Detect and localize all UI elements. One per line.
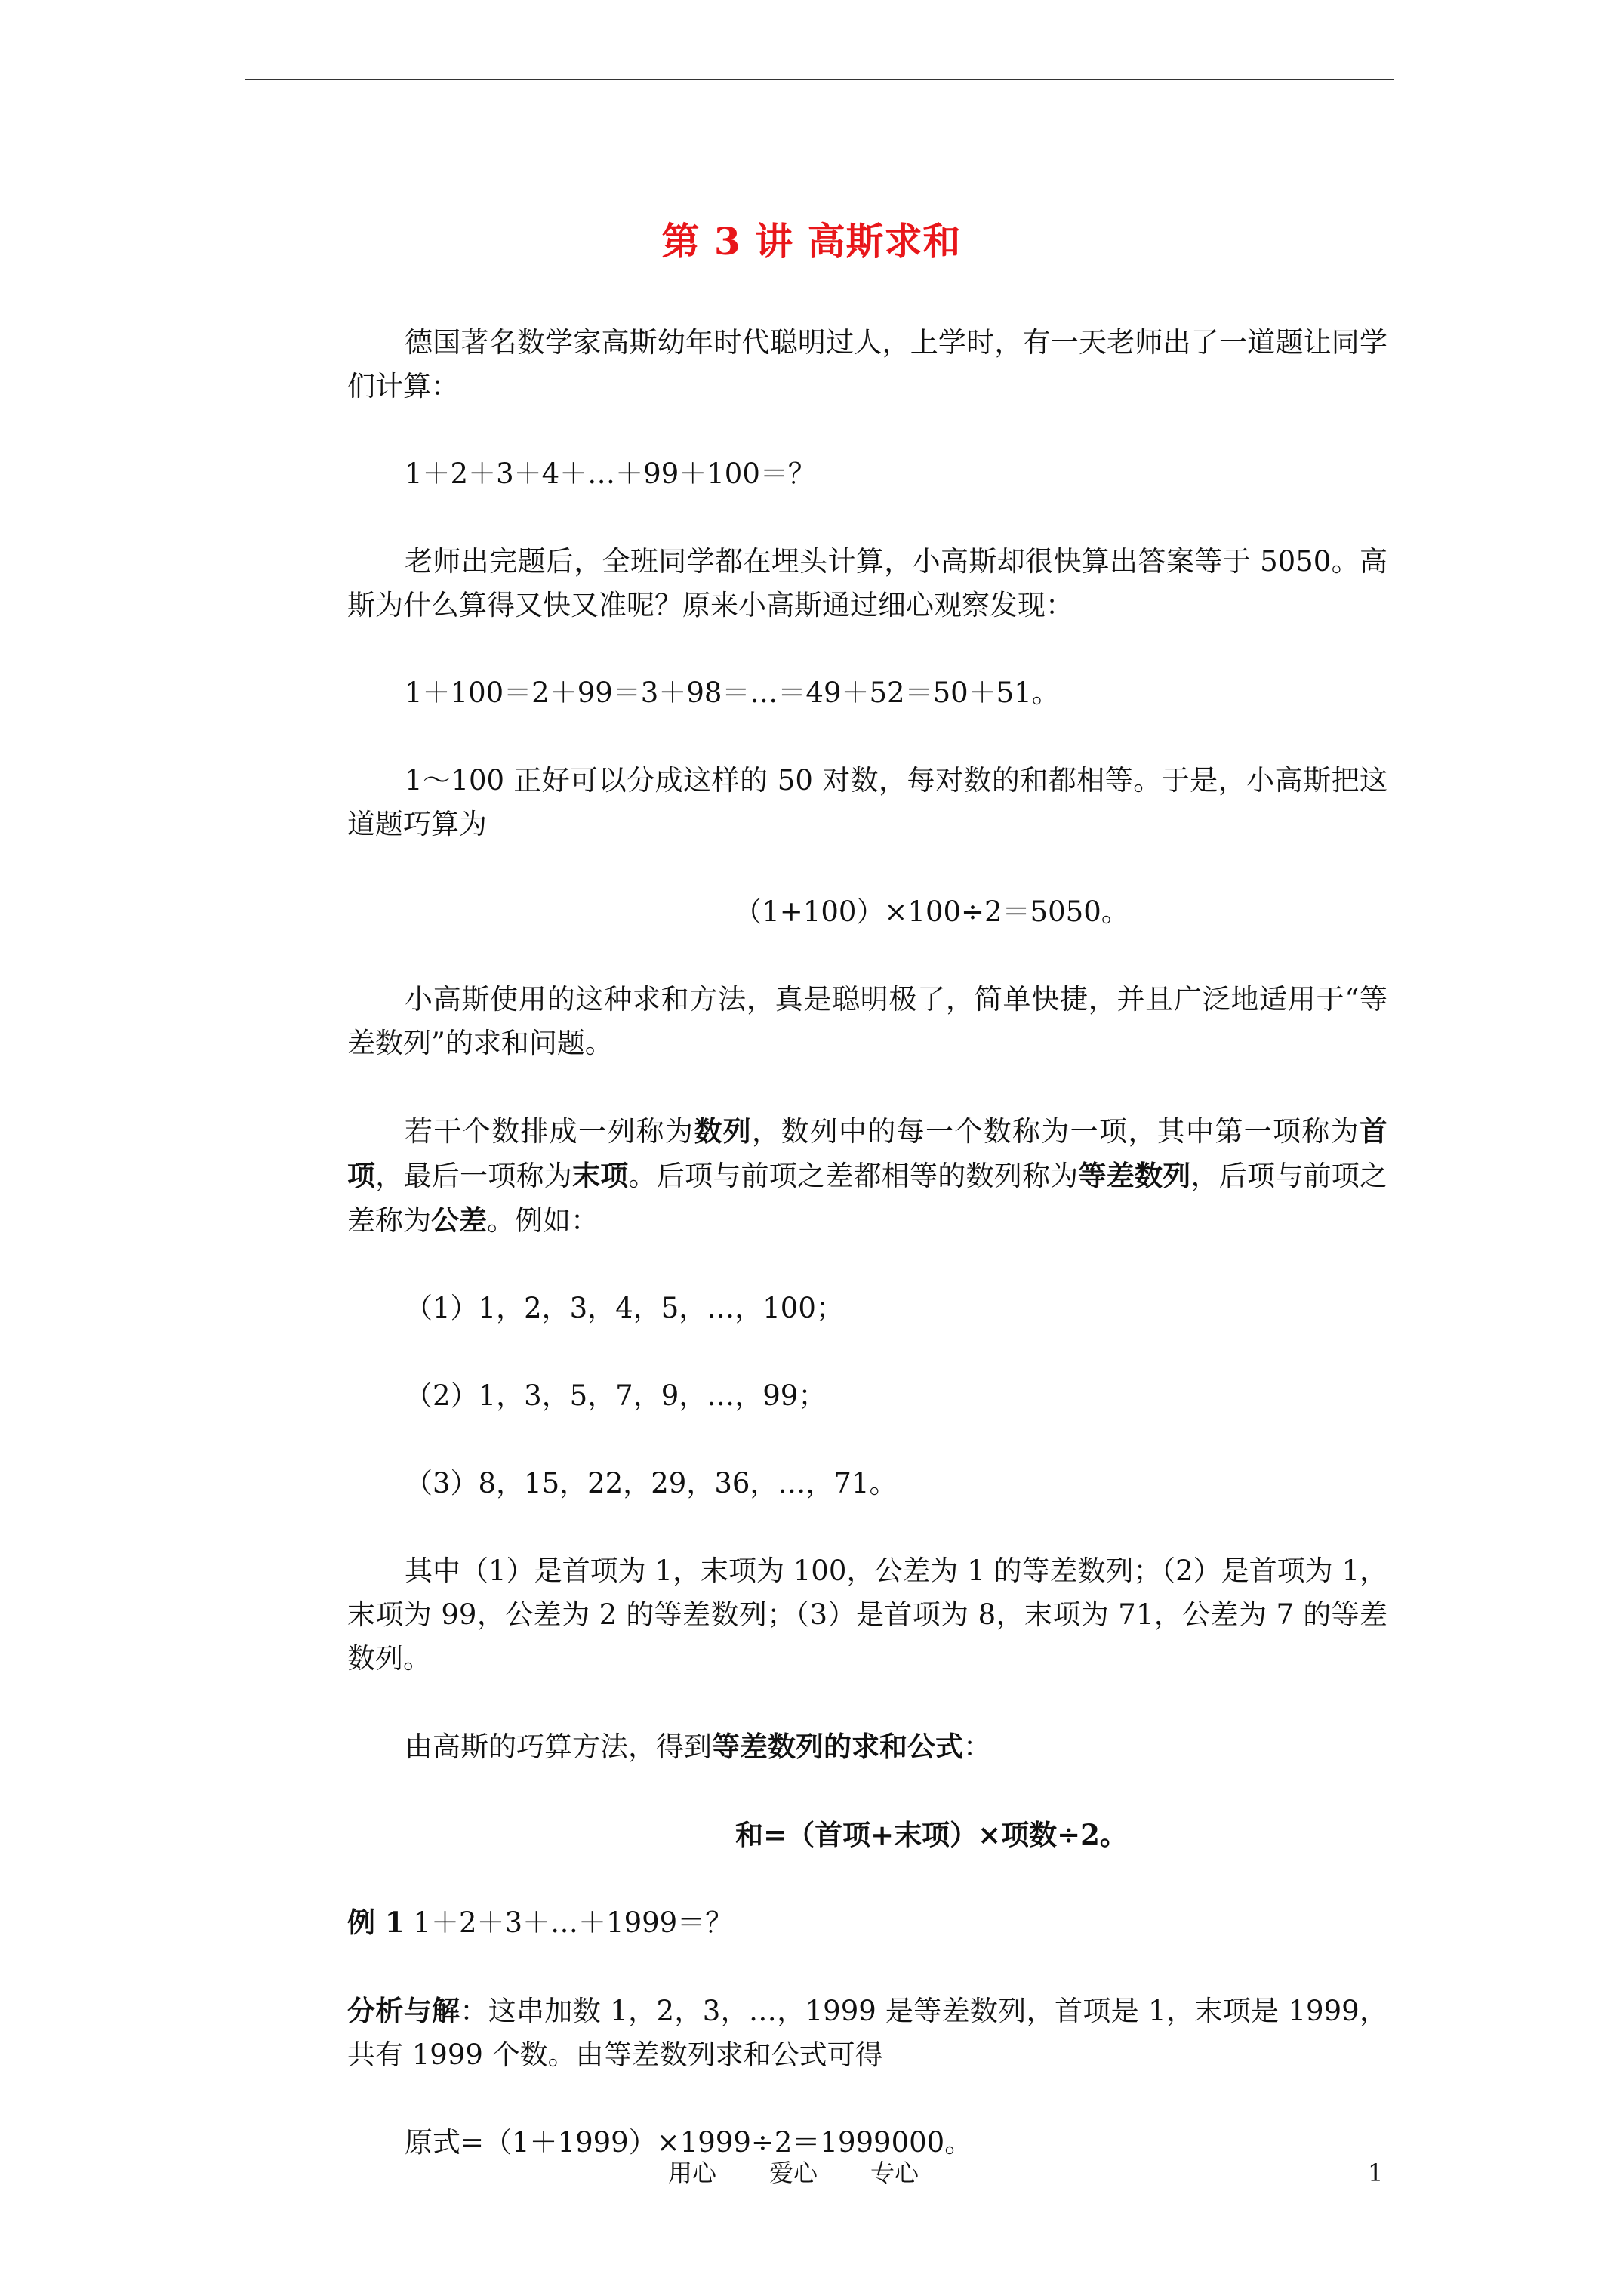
example-sequence-2: （2）1，3，5，7，9，…，99； xyxy=(405,1379,827,1412)
page-number: 1 xyxy=(1368,2159,1384,2187)
formula-intro: 由高斯的巧算方法，得到等差数列的求和公式： xyxy=(405,1730,991,1763)
term-first-term: 首项 xyxy=(347,1114,1388,1192)
analysis-label: 分析与解 xyxy=(347,1994,460,2027)
sum-formula: 和=（首项+末项）×项数÷2。 xyxy=(735,1818,1128,1851)
footer-motto xyxy=(668,2156,919,2190)
term-sequence: 数列 xyxy=(694,1114,753,1148)
problem-equation: 1＋2＋3＋4＋…＋99＋100＝？ xyxy=(405,458,816,490)
page-title: 第 3 讲 高斯求和 xyxy=(661,219,962,264)
footer-motto-word: 用心 xyxy=(668,2159,717,2187)
header-rule xyxy=(245,79,1394,80)
sequence-explanation: 其中（1）是首项为 1，末项为 100，公差为 1 的等差数列；（2）是首项为 1，末项为 99，公差为 2 的等差数列；（3）是首项为 8，末项为 71，公差为 7 的等差数列。 xyxy=(347,1555,1387,1675)
pairing-equation: 1＋100＝2＋99＝3＋98＝…＝49＋52＝50＋51。 xyxy=(405,676,1060,709)
term-last-term: 末项 xyxy=(572,1159,629,1192)
definition-paragraph: 若干个数排成一列称为数列，数列中的每一个数称为一项，其中第一项称为首项，最后一项称为末项。后项与前项之差都相等的数列称为等差数列，后项与前项之差称为公差。例如： xyxy=(347,1114,1388,1237)
formula-term: 等差数列的求和公式 xyxy=(712,1730,963,1763)
footer-motto-word: 专心 xyxy=(870,2159,919,2187)
gauss-calculation: （1+100）×100÷2＝5050。 xyxy=(734,895,1129,928)
document-body xyxy=(347,321,1387,2208)
footer-motto-word: 爱心 xyxy=(769,2159,818,2187)
example-1: 例 1 1＋2＋3＋…＋1999＝？ xyxy=(347,1906,734,1939)
analysis-paragraph: 分析与解：这串加数 1，2，3，…，1999 是等差数列，首项是 1，末项是 1999，共有 1999 个数。由等差数列求和公式可得 xyxy=(347,1994,1388,2071)
example-label: 例 1 xyxy=(347,1906,405,1939)
term-common-difference: 公差 xyxy=(431,1203,487,1237)
pairing-paragraph: 1～100 正好可以分成这样的 50 对数，每对数的和都相等。于是，小高斯把这道题巧算为 xyxy=(347,764,1387,840)
method-paragraph: 小高斯使用的这种求和方法，真是聪明极了，简单快捷，并且广泛地适用于“等差数列”的求和问题。 xyxy=(347,983,1387,1059)
result-equation: 原式=（1＋1999）×1999÷2＝1999000。 xyxy=(405,2126,973,2159)
example-sequence-3: （3）8，15，22，29，36，…，71。 xyxy=(405,1467,898,1499)
example-sequence-1: （1）1，2，3，4，5，…，100； xyxy=(405,1292,844,1324)
intro-paragraph: 德国著名数学家高斯幼年时代聪明过人，上学时，有一天老师出了一道题让同学们计算： xyxy=(347,326,1387,402)
term-arithmetic-sequence: 等差数列 xyxy=(1078,1159,1191,1192)
story-paragraph: 老师出完题后，全班同学都在埋头计算，小高斯却很快算出答案等于 5050。高斯为什么算得又快又准呢？原来小高斯通过细心观察发现： xyxy=(347,545,1387,621)
